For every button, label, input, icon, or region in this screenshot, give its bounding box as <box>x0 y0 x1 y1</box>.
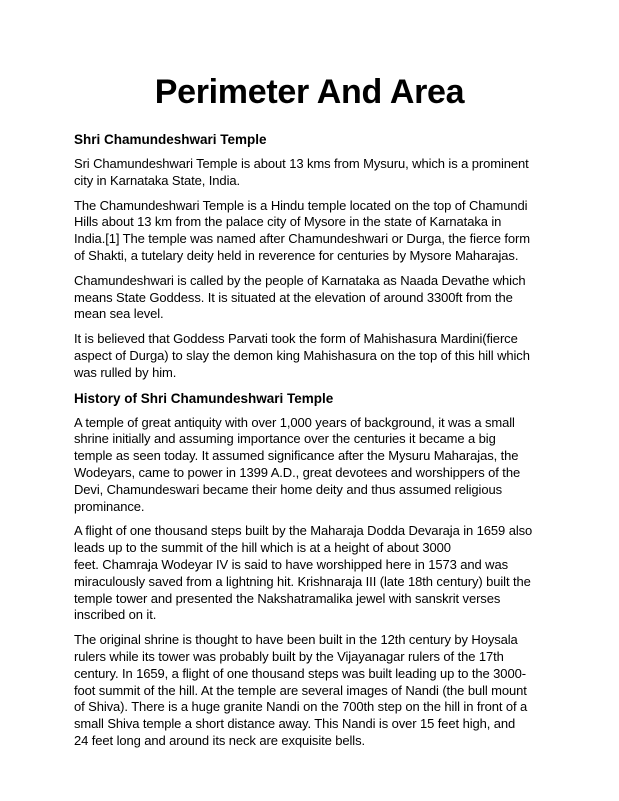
document-body <box>74 131 554 758</box>
text-line: shrine initially and assuming importance over the centuries it became a big <box>74 431 496 447</box>
text-line: was rulled by him. <box>74 364 177 380</box>
text-line: Sri Chamundeshwari Temple is about 13 kms from Mysuru, which is a prominent <box>74 156 529 171</box>
text-line: The Chamundeshwari Temple is a Hindu temple located on the top of Chamundi <box>74 197 528 213</box>
text-line: Wodeyars, came to power in 1399 A.D., great devotees and worshippers of the <box>74 464 521 480</box>
text-line: 24 feet long and around its neck are exquisite bells. <box>74 732 366 748</box>
text-line: mean sea level. <box>74 306 164 322</box>
text-line: inscribed on it. <box>74 607 157 623</box>
text-line: of Shakti, a tutelary deity held in reverence for centuries by Mysore Maharajas. <box>74 247 519 263</box>
text-line: leads up to the summit of the hill which is at a height of about 3000 <box>74 540 451 556</box>
paragraph <box>74 273 554 323</box>
text-line: foot summit of the hill. At the temple are several images of Nandi (the bull mount <box>74 682 527 698</box>
paragraph <box>74 156 554 190</box>
text-line: Chamundeshwari is called by the people of Karnataka as Naada Devathe which <box>74 272 526 288</box>
page-title: Perimeter And Area <box>154 73 465 111</box>
text-line: prominance. <box>74 498 145 514</box>
paragraph <box>74 198 554 265</box>
paragraph <box>74 415 554 516</box>
paragraph <box>74 632 554 750</box>
text-line: temple tower and presented the Nakshatramalika jewel with sanskrit verses <box>74 590 501 606</box>
text-line: Devi, Chamundeswari became their home deity and thus assumed religious <box>74 481 502 497</box>
section-heading: History of Shri Chamundeshwari Temple <box>74 390 334 406</box>
text-line: temple as seen today. It assumed significance after the Mysuru Maharajas, the <box>74 448 519 464</box>
section-heading: Shri Chamundeshwari Temple <box>74 132 267 147</box>
text-line: city in Karnataka State, India. <box>74 172 240 188</box>
text-line: The original shrine is thought to have been built in the 12th century by Hoysala <box>74 632 518 648</box>
text-line: A flight of one thousand steps built by the Maharaja Dodda Devaraja in 1659 also <box>74 523 533 539</box>
text-line: aspect of Durga) to slay the demon king Mahishasura on the top of this hill which <box>74 347 530 363</box>
text-line: feet. Chamraja Wodeyar IV is said to have worshipped here in 1573 and was <box>74 556 508 572</box>
text-line: means State Goddess. It is situated at the elevation of around 3300ft from the <box>74 289 513 305</box>
paragraph <box>74 523 554 624</box>
text-line: Hills about 13 km from the palace city of Mysore in the state of Karnataka in <box>74 214 502 230</box>
text-line: India.[1] The temple was named after Chamundeshwari or Durga, the fierce form <box>74 231 530 247</box>
text-line: of Shiva). There is a huge granite Nandi on the 700th step on the hill in front of a <box>74 699 528 715</box>
text-line: century. In 1659, a flight of one thousand steps was built leading up to the 3000- <box>74 665 526 681</box>
text-line: miraculously saved from a lightning hit. Krishnaraja III (late 18th century) built the <box>74 573 531 589</box>
text-line: rulers while its tower was probably built by the Vijayanagar rulers of the 17th <box>74 648 504 664</box>
paragraph <box>74 331 554 381</box>
text-line: A temple of great antiquity with over 1,000 years of background, it was a small <box>74 414 515 430</box>
text-line: small Shiva temple a short distance away. This Nandi is over 15 feet high, and <box>74 716 516 732</box>
text-line: It is believed that Goddess Parvati took the form of Mahishasura Mardini(fierce <box>74 331 518 347</box>
